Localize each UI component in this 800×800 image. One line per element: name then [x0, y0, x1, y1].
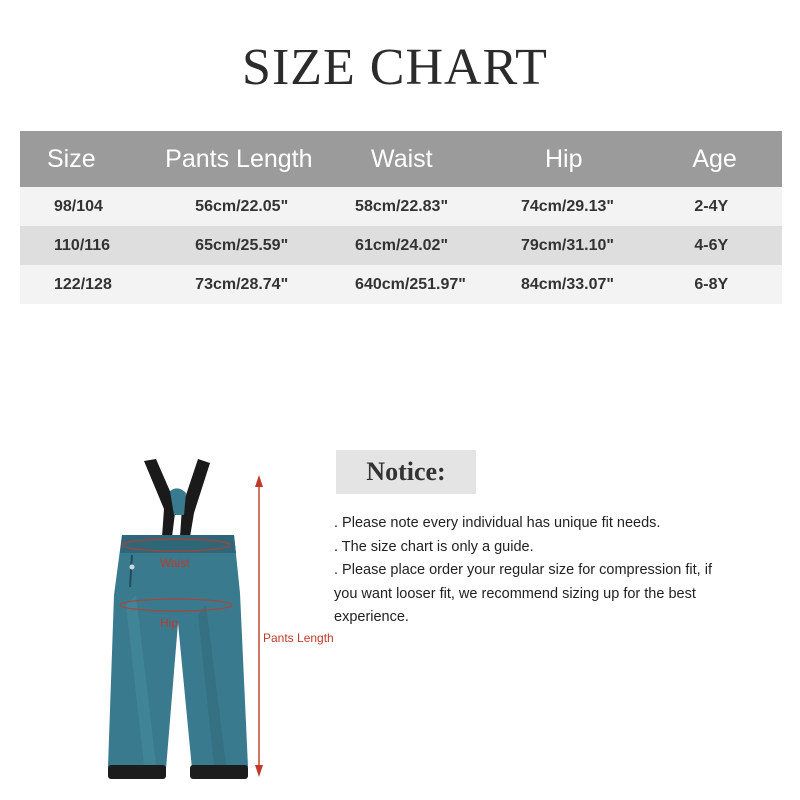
- cell-pants-length: 73cm/28.74": [165, 265, 355, 304]
- notice-text: [334, 512, 764, 630]
- table-row: [20, 265, 782, 304]
- size-table: [20, 131, 782, 304]
- cell-age: 6-8Y: [674, 265, 782, 304]
- header-age: Age: [674, 131, 782, 187]
- notice-line: experience.: [334, 609, 409, 625]
- ski-pants-illustration: [96, 455, 366, 795]
- table-row: [20, 187, 782, 226]
- cell-waist: 58cm/22.83": [355, 187, 503, 226]
- notice-line: you want looser fit, we recommend sizing up for the best: [334, 585, 696, 602]
- pants-length-label: Pants Length: [263, 631, 334, 645]
- notice-heading: Notice:: [336, 450, 476, 494]
- cell-pants-length: 65cm/25.59": [165, 226, 355, 265]
- header-size: Size: [20, 131, 165, 187]
- length-arrow-bottom: [255, 765, 263, 777]
- cell-hip: 74cm/29.13": [503, 187, 674, 226]
- right-cuff: [190, 765, 248, 779]
- table-row: [20, 226, 782, 265]
- waist-label: Waist: [160, 556, 190, 570]
- cell-waist: 61cm/24.02": [355, 226, 503, 265]
- length-arrow-top: [255, 475, 263, 487]
- header-pants-length: Pants Length: [165, 131, 355, 187]
- cell-age: 4-6Y: [674, 226, 782, 265]
- hip-label: Hip: [160, 616, 179, 630]
- cell-hip: 79cm/31.10": [503, 226, 674, 265]
- cell-size: 98/104: [20, 187, 165, 226]
- cell-size: 122/128: [20, 265, 165, 304]
- notice-line: . Please note every individual has unique fit needs.: [334, 515, 661, 531]
- left-cuff: [108, 765, 166, 779]
- notice-line: . The size chart is only a guide.: [334, 538, 534, 555]
- header-hip: Hip: [503, 131, 674, 187]
- pants-body: [108, 535, 248, 769]
- cell-waist: 640cm/251.97": [355, 265, 503, 304]
- header-waist: Waist: [355, 131, 503, 187]
- page-title: SIZE CHART: [242, 39, 548, 96]
- cell-age: 2-4Y: [674, 187, 782, 226]
- cell-hip: 84cm/33.07": [503, 265, 674, 304]
- cell-pants-length: 56cm/22.05": [165, 187, 355, 226]
- cell-size: 110/116: [20, 226, 165, 265]
- table-header-row: [20, 131, 782, 187]
- notice-line: . Please place order your regular size for compression fit, if: [334, 562, 712, 578]
